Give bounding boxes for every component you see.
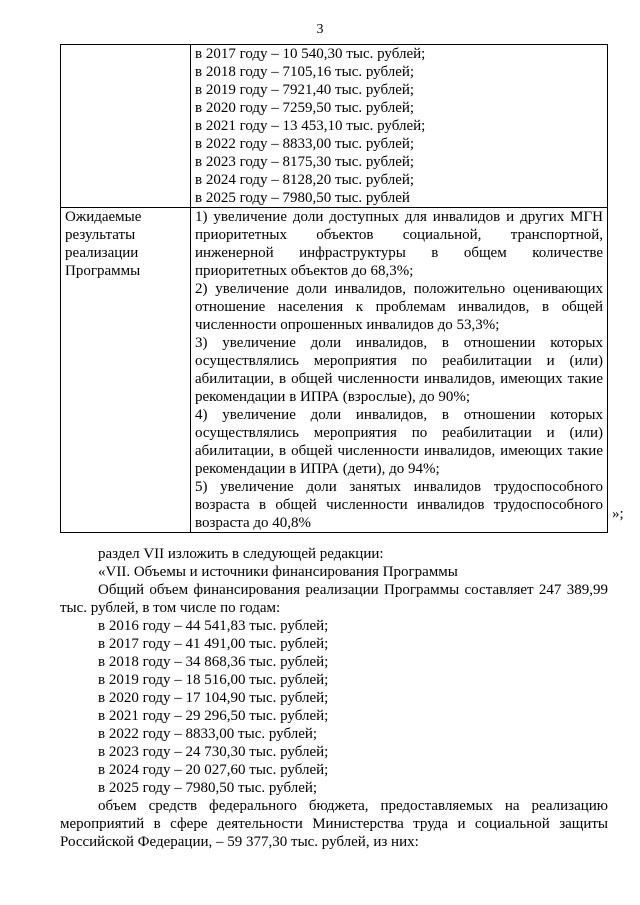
intro-text: раздел VII изложить в следующей редакции: (98, 546, 384, 562)
funding-row: в 2023 году – 8175,30 тыс. рублей; (195, 154, 415, 170)
result-item: 4) увеличение доли инвалидов, в отношении которых осуществлялись мероприятия по реабилитации и (или) абилитации, в общей численности инвалидов, имеющих такие рекомендации в ИПРА (дети), до 94%; (195, 407, 603, 477)
funding-row: в 2024 году – 8128,20 тыс. рублей; (195, 172, 415, 188)
funding-row: в 2018 году – 7105,16 тыс. рублей; (195, 64, 415, 80)
year-line: в 2021 году – 29 296,50 тыс. рублей; (98, 708, 329, 724)
result-item: 5) увеличение доли занятых инвалидов трудоспособного возраста в общей численности инвалидов трудоспособного возраста до 40,8% (195, 479, 603, 531)
year-line: в 2025 году – 7980,50 тыс. рублей; (98, 780, 318, 796)
funding-row: в 2017 году – 10 540,30 тыс. рублей; (195, 46, 426, 62)
year-line: в 2016 году – 44 541,83 тыс. рублей; (98, 618, 329, 634)
federal-funding-paragraph: объем средств федерального бюджета, предоставляемых на реализацию мероприятий в сфере деятельности Министерства труда и социальной защиты Российской Федерации, – 59 377,30 тыс. рублей, из них: (60, 798, 608, 850)
results-label-cell: Ожидаемые результаты реализации Программы (61, 208, 191, 533)
funding-row: в 2020 году – 7259,50 тыс. рублей; (195, 100, 415, 116)
total-funding-paragraph: Общий объем финансирования реализации Программы составляет 247 389,99 тыс. рублей, в том числе по годам: (60, 582, 608, 616)
section-title: «VII. Объемы и источники финансирования Программы (98, 564, 458, 580)
table-row-funding (61, 45, 608, 208)
year-line: в 2023 году – 24 730,30 тыс. рублей; (98, 744, 329, 760)
document-body (60, 545, 608, 851)
result-item: 2) увеличение доли инвалидов, положительно оценивающих отношение населения к проблемам инвалидов, в общей численности опрошенных инвалидов до 53,3%; (195, 281, 603, 333)
result-item: 3) увеличение доли инвалидов, в отношении которых осуществлялись мероприятия по реабилитации и (или) абилитации, в общей численности инвалидов, имеющих такие рекомендации в ИПРА (взрослые), до 90%; (195, 335, 603, 405)
year-line: в 2019 году – 18 516,00 тыс. рублей; (98, 672, 329, 688)
year-line: в 2024 году – 20 027,60 тыс. рублей; (98, 762, 329, 778)
results-cell (191, 208, 608, 533)
funding-row: в 2019 году – 7921,40 тыс. рублей; (195, 82, 415, 98)
year-line: в 2017 году – 41 491,00 тыс. рублей; (98, 636, 329, 652)
closing-quote-mark: »; (612, 506, 624, 522)
funding-row: в 2025 году – 7980,50 тыс. рублей (195, 190, 410, 206)
page-number: 3 (316, 22, 324, 37)
funding-row: в 2021 году – 13 453,10 тыс. рублей; (195, 118, 426, 134)
funding-row: в 2022 году – 8833,00 тыс. рублей; (195, 136, 415, 152)
empty-label-cell (61, 45, 191, 208)
table-row-results (61, 208, 608, 533)
program-passport-table (60, 44, 608, 533)
year-line: в 2018 году – 34 868,36 тыс. рублей; (98, 654, 329, 670)
funding-years-cell (191, 45, 608, 208)
year-line: в 2022 году – 8833,00 тыс. рублей; (98, 726, 318, 742)
result-item: 1) увеличение доли доступных для инвалидов и других МГН приоритетных объектов социальной, транспортной, инженерной инфраструктуры в общем количестве приоритетных объектов до 68,3%; (195, 209, 603, 279)
year-line: в 2020 году – 17 104,90 тыс. рублей; (98, 690, 329, 706)
